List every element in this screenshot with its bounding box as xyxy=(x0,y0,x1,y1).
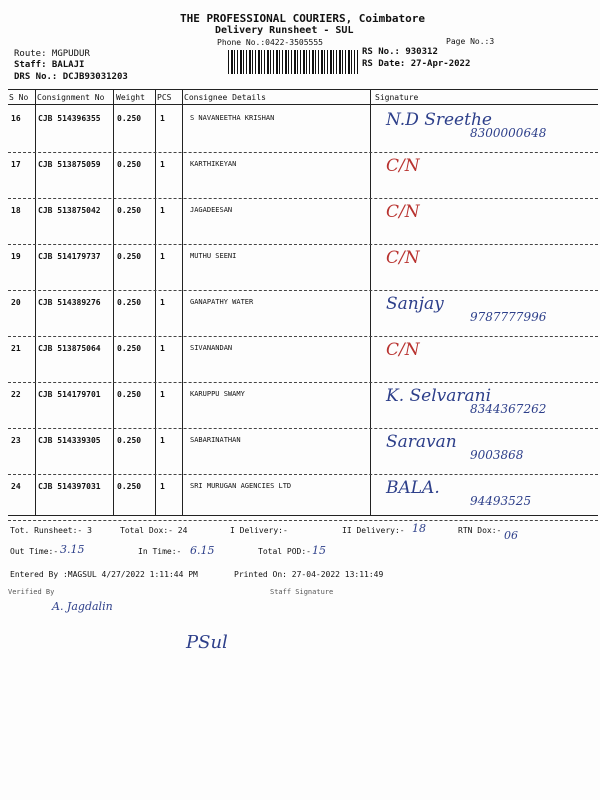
row-weight: 0.250 xyxy=(117,390,142,399)
out-time-value: 3.15 xyxy=(60,543,85,556)
row-consignment: CJB 514389276 xyxy=(38,298,101,307)
rtn-dox-value: 06 xyxy=(504,529,518,542)
row-pcs: 1 xyxy=(160,344,165,353)
row-consignment: CJB 514179701 xyxy=(38,390,101,399)
total-dox: Total Dox:- 24 xyxy=(120,526,188,535)
row-consignee: SIVANANDAN xyxy=(190,344,233,352)
row-pcs: 1 xyxy=(160,206,165,215)
row-consignment: CJB 514396355 xyxy=(38,114,101,123)
row-weight: 0.250 xyxy=(117,482,142,491)
row-pcs: 1 xyxy=(160,436,165,445)
row-phone: 8344367262 xyxy=(470,402,547,416)
row-sno: 17 xyxy=(11,160,21,169)
row-weight: 0.250 xyxy=(117,114,142,123)
row-phone: 8300000648 xyxy=(470,126,547,140)
route: Route: MGPUDUR xyxy=(14,49,90,59)
barcode xyxy=(228,50,358,74)
row-consignee: S NAVANEETHA KRISHAN xyxy=(190,114,275,122)
header-signature: Signature xyxy=(375,93,419,102)
printed-on: Printed On: 27-04-2022 13:11:49 xyxy=(234,570,384,579)
row-pcs: 1 xyxy=(160,114,165,123)
row-sno: 20 xyxy=(11,298,21,307)
row-pcs: 1 xyxy=(160,390,165,399)
row-consignee: SABARINATHAN xyxy=(190,436,241,444)
header-weight: Weight xyxy=(116,93,145,102)
row-pcs: 1 xyxy=(160,482,165,491)
staff: Staff: BALAJI xyxy=(14,60,85,70)
drs-number: DRS No.: DCJB93031203 xyxy=(14,72,128,82)
row-weight: 0.250 xyxy=(117,160,142,169)
row-signature: C/N xyxy=(386,248,420,268)
row-signature: Saravan xyxy=(386,432,457,452)
total-pod-value: 15 xyxy=(312,544,326,557)
row-divider xyxy=(8,198,598,199)
row-divider xyxy=(8,474,598,475)
row-divider xyxy=(8,152,598,153)
row-consignee: KARTHIKEYAN xyxy=(190,160,237,168)
entered-by: Entered By :MAGSUL 4/27/2022 1:11:44 PM xyxy=(10,570,198,579)
row-sno: 18 xyxy=(11,206,21,215)
row-consignment: CJB 513875042 xyxy=(38,206,101,215)
row-weight: 0.250 xyxy=(117,344,142,353)
header-sno: S No xyxy=(9,93,29,102)
i-delivery: I Delivery:- xyxy=(230,526,288,535)
page-number: Page No.:3 xyxy=(446,37,495,46)
row-signature: C/N xyxy=(386,202,420,222)
row-sno: 21 xyxy=(11,344,21,353)
row-signature: C/N xyxy=(386,156,420,176)
row-divider xyxy=(8,244,598,245)
row-sno: 24 xyxy=(11,482,21,491)
row-pcs: 1 xyxy=(160,160,165,169)
row-consignment: CJB 514339305 xyxy=(38,436,101,445)
row-weight: 0.250 xyxy=(117,436,142,445)
row-signature: C/N xyxy=(386,340,420,360)
row-sno: 16 xyxy=(11,114,21,123)
row-phone: 9787777996 xyxy=(470,310,547,324)
staff-sign-mark: PSul xyxy=(186,632,228,653)
row-divider xyxy=(8,336,598,337)
runsheet-title: Delivery Runsheet - SUL xyxy=(215,25,354,36)
tot-runsheet: Tot. Runsheet:- 3 xyxy=(10,526,92,535)
row-sno: 22 xyxy=(11,390,21,399)
row-pcs: 1 xyxy=(160,252,165,261)
row-phone: 9003868 xyxy=(470,448,524,462)
rtn-dox: RTN Dox:- xyxy=(458,526,502,535)
row-pcs: 1 xyxy=(160,298,165,307)
row-signature: K. Selvarani xyxy=(386,386,492,406)
ii-delivery: II Delivery:- xyxy=(342,526,405,535)
row-weight: 0.250 xyxy=(117,298,142,307)
row-sno: 23 xyxy=(11,436,21,445)
row-divider xyxy=(8,290,598,291)
header-pcs: PCS xyxy=(157,93,172,102)
header-consignment: Consignment No xyxy=(37,93,105,102)
staff-signature-label: Staff Signature xyxy=(270,588,334,596)
row-weight: 0.250 xyxy=(117,206,142,215)
row-signature: Sanjay xyxy=(386,294,444,314)
row-consignment: CJB 513875059 xyxy=(38,160,101,169)
verified-by: Verified By xyxy=(8,588,55,596)
row-consignment: CJB 514179737 xyxy=(38,252,101,261)
row-consignee: KARUPPU SWAMY xyxy=(190,390,245,398)
in-time-value: 6.15 xyxy=(190,544,215,557)
row-signature: BALA. xyxy=(386,478,440,498)
row-weight: 0.250 xyxy=(117,252,142,261)
row-divider xyxy=(8,382,598,383)
row-divider xyxy=(8,520,598,521)
row-signature: N.D Sreethe xyxy=(386,110,492,130)
row-sno: 19 xyxy=(11,252,21,261)
row-consignment: CJB 514397031 xyxy=(38,482,101,491)
row-consignee: GANAPATHY WATER xyxy=(190,298,254,306)
out-time: Out Time:- xyxy=(10,547,59,556)
rs-date: RS Date: 27-Apr-2022 xyxy=(362,59,471,69)
row-consignee: MUTHU SEENI xyxy=(190,252,237,260)
row-consignment: CJB 513875064 xyxy=(38,344,101,353)
row-phone: 94493525 xyxy=(470,494,532,508)
verifier-signature: A. Jagdalin xyxy=(52,600,113,613)
rs-number: RS No.: 930312 xyxy=(362,47,438,57)
ii-delivery-value: 18 xyxy=(412,522,426,535)
header-consignee: Consignee Details xyxy=(184,93,266,102)
phone-number: Phone No.:0422-3505555 xyxy=(217,38,323,47)
row-divider xyxy=(8,428,598,429)
row-consignee: JAGADEESAN xyxy=(190,206,233,214)
in-time: In Time:- xyxy=(138,547,182,556)
company-name: THE PROFESSIONAL COURIERS, Coimbatore xyxy=(180,12,426,25)
row-consignee: SRI MURUGAN AGENCIES LTD xyxy=(190,482,292,490)
total-pod: Total POD:- xyxy=(258,547,311,556)
